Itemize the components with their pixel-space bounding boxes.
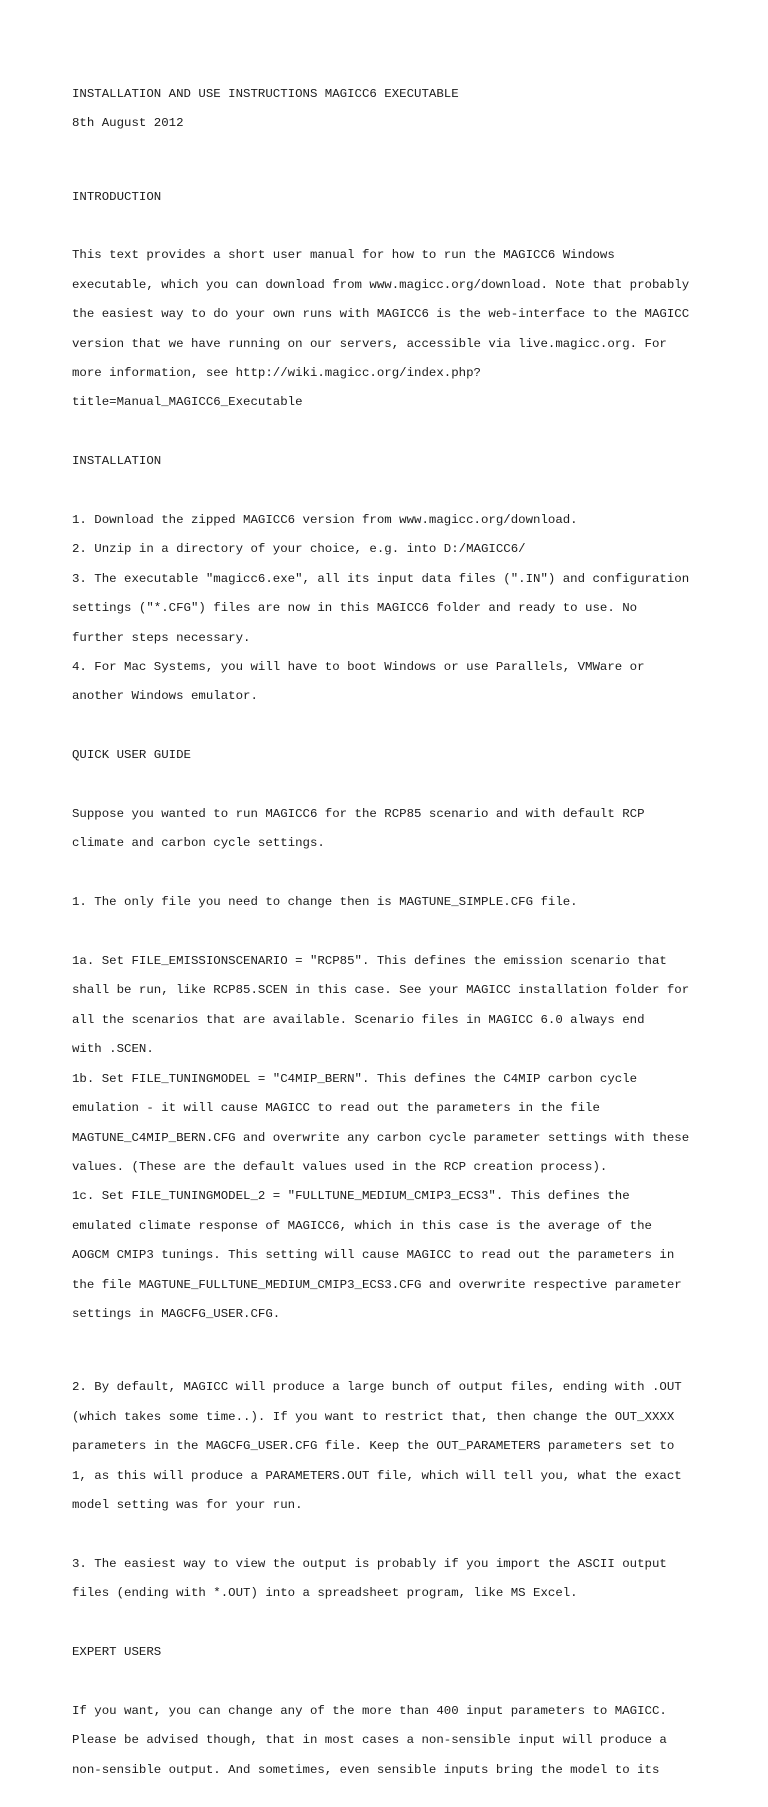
document-page — [72, 72, 712, 1807]
text-line: 1a. Set FILE_EMISSIONSCENARIO = "RCP85". This defines the emission scenario that — [72, 954, 667, 969]
text-line: If you want, you can change any of the more than 400 input parameters to MAGICC. — [72, 1703, 667, 1718]
text-line: title=Manual_MAGICC6_Executable — [72, 395, 303, 410]
text-line: Please be advised though, that in most cases a non-sensible input will produce a — [72, 1733, 667, 1748]
text-line: 2. By default, MAGICC will produce a large bunch of output files, ending with .OUT — [72, 1380, 682, 1395]
text-line: another Windows emulator. — [72, 689, 258, 704]
text-line: settings ("*.CFG") files are now in this MAGICC6 folder and ready to use. No — [72, 601, 638, 616]
text-line: values. (These are the default values used in the RCP creation process). — [72, 1159, 608, 1174]
text-line: parameters in the MAGCFG_USER.CFG file. Keep the OUT_PARAMETERS parameters set to — [72, 1439, 675, 1454]
text-line: (which takes some time..). If you want to restrict that, then change the OUT_XXXX — [72, 1409, 675, 1424]
text-line: 3. The executable "magicc6.exe", all its input data files (".IN") and configuration — [72, 571, 690, 586]
text-line: 1. Download the zipped MAGICC6 version from www.magicc.org/download. — [72, 513, 578, 528]
text-line: 1. The only file you need to change then is MAGTUNE_SIMPLE.CFG file. — [72, 895, 578, 910]
document-header — [72, 72, 712, 146]
text-line: more information, see http://wiki.magicc.org/index.php? — [72, 366, 481, 381]
installation-steps — [72, 498, 712, 719]
section-heading-expert-users: EXPERT USERS — [72, 1645, 162, 1660]
text-line: the file MAGTUNE_FULLTUNE_MEDIUM_CMIP3_ECS3.CFG and overwrite respective parameter — [72, 1277, 682, 1292]
text-line: 1b. Set FILE_TUNINGMODEL = "C4MIP_BERN". This defines the C4MIP carbon cycle — [72, 1071, 638, 1086]
text-line: the easiest way to do your own runs with MAGICC6 is the web-interface to the MAGICC — [72, 307, 690, 322]
expert-users-paragraph — [72, 1689, 712, 1792]
quick-guide-step-3 — [72, 1542, 712, 1616]
quick-guide-step-1 — [72, 881, 712, 925]
section-heading-quick-user-guide: QUICK USER GUIDE — [72, 748, 191, 763]
quick-guide-step-2 — [72, 1366, 712, 1528]
text-line: AOGCM CMIP3 tunings. This setting will cause MAGICC to read out the parameters in — [72, 1248, 675, 1263]
text-line: non-sensible output. And sometimes, even sensible inputs bring the model to its — [72, 1762, 660, 1777]
text-line: Suppose you wanted to run MAGICC6 for the RCP85 scenario and with default RCP — [72, 807, 645, 822]
text-line: files (ending with *.OUT) into a spreadsheet program, like MS Excel. — [72, 1586, 578, 1601]
text-line: 2. Unzip in a directory of your choice, e.g. into D:/MAGICC6/ — [72, 542, 526, 557]
text-line: 1, as this will produce a PARAMETERS.OUT file, which will tell you, what the exact — [72, 1468, 682, 1483]
text-line: 4. For Mac Systems, you will have to boot Windows or use Parallels, VMWare or — [72, 660, 645, 675]
text-line: MAGTUNE_C4MIP_BERN.CFG and overwrite any carbon cycle parameter settings with these — [72, 1130, 690, 1145]
text-line: with .SCEN. — [72, 1042, 154, 1057]
quick-guide-step-1-details — [72, 939, 712, 1336]
text-line: emulation - it will cause MAGICC to read out the parameters in the file — [72, 1101, 600, 1116]
quick-guide-intro — [72, 792, 712, 866]
text-line: This text provides a short user manual for how to run the MAGICC6 Windows — [72, 248, 615, 263]
introduction-paragraph — [72, 234, 712, 425]
text-line: all the scenarios that are available. Scenario files in MAGICC 6.0 always end — [72, 1012, 645, 1027]
text-line: further steps necessary. — [72, 630, 251, 645]
document-date: 8th August 2012 — [72, 116, 184, 131]
text-line: version that we have running on our servers, accessible via live.magicc.org. For — [72, 336, 667, 351]
text-line: settings in MAGCFG_USER.CFG. — [72, 1306, 281, 1321]
text-line: executable, which you can download from www.magicc.org/download. Note that probably — [72, 277, 690, 292]
section-heading-introduction: INTRODUCTION — [72, 189, 162, 204]
text-line: model setting was for your run. — [72, 1498, 303, 1513]
text-line: shall be run, like RCP85.SCEN in this case. See your MAGICC installation folder for — [72, 983, 690, 998]
text-line: 3. The easiest way to view the output is probably if you import the ASCII output — [72, 1556, 667, 1571]
text-line: emulated climate response of MAGICC6, which in this case is the average of the — [72, 1218, 652, 1233]
document-title: INSTALLATION AND USE INSTRUCTIONS MAGICC6 EXECUTABLE — [72, 86, 459, 101]
text-line: 1c. Set FILE_TUNINGMODEL_2 = "FULLTUNE_MEDIUM_CMIP3_ECS3". This defines the — [72, 1189, 630, 1204]
text-line: climate and carbon cycle settings. — [72, 836, 325, 851]
section-heading-installation: INSTALLATION — [72, 454, 162, 469]
